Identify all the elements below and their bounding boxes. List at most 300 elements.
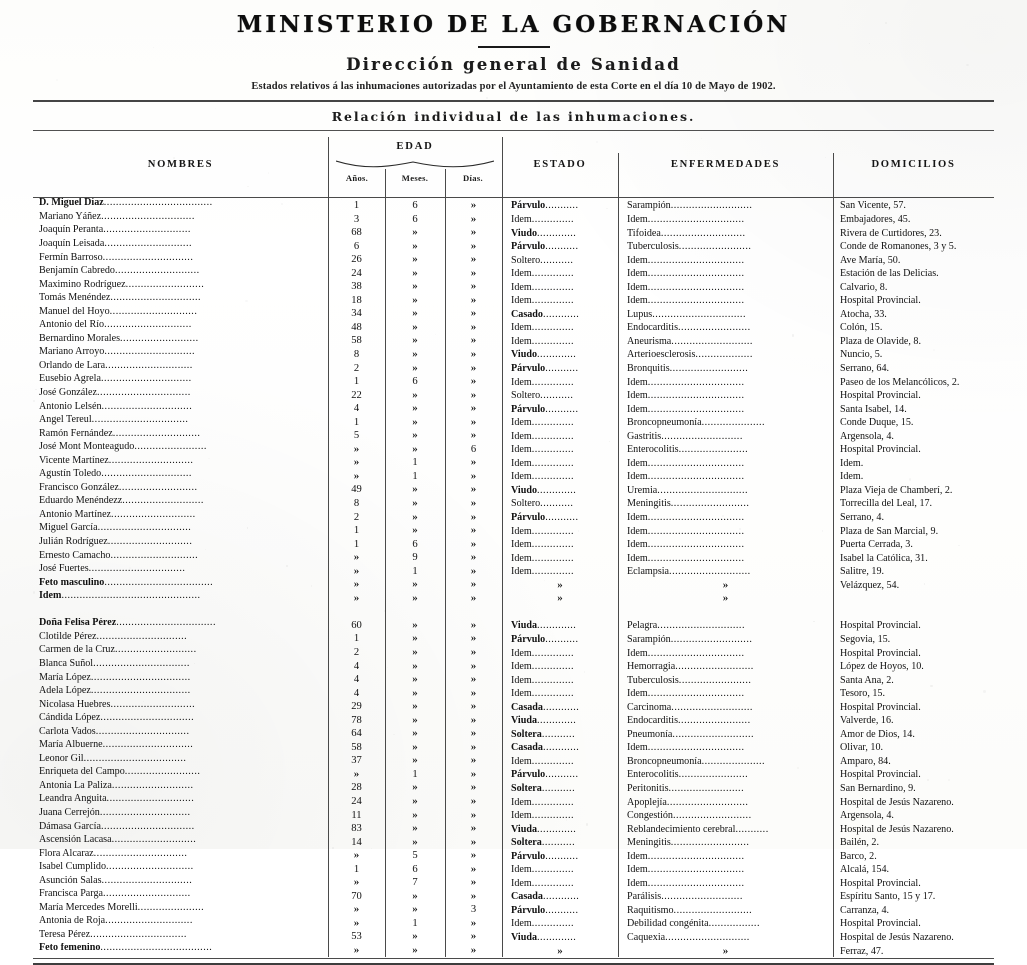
cell-enfermedad: Idem................................ [627,742,745,754]
cell-anos: 1 [353,376,360,388]
cell-domicilio: Idem. [840,457,864,469]
cell-meses: » [412,618,418,631]
cell-nombre: Fermín Barroso.............................. [39,252,194,263]
cell-meses: » [412,659,418,672]
table-row [33,902,994,916]
cell-estado: Idem.............. [511,295,575,307]
table-row [33,252,994,266]
cell-estado: Viuda............. [511,931,577,943]
cell-dias: » [470,537,477,550]
cell-dias: » [470,483,477,496]
column-header-nombres: NOMBRES [147,159,214,170]
cell-domicilio: Colón, 15. [840,322,883,334]
table-row [33,632,994,646]
cell-nombre: Doña Felisa Pérez................................. [39,618,216,629]
cell-dias: » [470,767,477,780]
cell-nombre: Leandra Anguita............................. [39,794,195,805]
cell-enfermedad: Idem................................ [627,403,745,415]
cell-domicilio: Hospital de Jesús Nazareno. [840,823,954,835]
cell-dias: » [470,740,477,753]
table-row [33,266,994,280]
cell-anos: » [353,551,360,564]
cell-meses: » [412,713,418,726]
cell-nombre: Idem.............................................. [39,591,201,602]
table-row [33,388,994,402]
cell-meses: » [412,524,418,537]
table-row [33,482,994,496]
cell-enfermedad: Carcinoma........................... [627,701,753,713]
cell-anos: 1 [353,199,360,211]
cell-domicilio: Plaza de Olavide, 8. [840,335,922,347]
cell-domicilio: Conde Duque, 15. [840,417,914,429]
cell-estado: Idem.............. [511,281,575,293]
cell-meses: » [412,239,418,252]
cell-nombre: María Albuerne.............................. [39,740,194,751]
table-row [33,469,994,483]
table-row [33,821,994,835]
cell-estado: Idem.............. [511,755,575,767]
table-row [33,537,994,551]
cell-estado: Casada............ [511,891,580,903]
col-rule [618,153,619,197]
cell-domicilio: Hospital Provincial. [840,701,921,713]
cell-meses: » [412,700,418,713]
cell-enfermedad: Uremia.............................. [627,484,748,496]
cell-enfermedad: Idem................................ [627,457,745,469]
cell-enfermedad: Idem................................ [627,877,745,889]
cell-dias: » [470,700,477,713]
cell-enfermedad: Tifoidea............................ [627,227,746,239]
table-row [33,645,994,659]
cell-domicilio: Plaza Vieja de Chamberí, 2. [840,484,953,496]
cell-meses: » [412,808,418,821]
cell-enfermedad: Pelagra............................. [627,620,745,632]
cell-nombre: Miguel García............................... [39,523,192,534]
cell-domicilio: Ave María, 50. [840,254,901,266]
col-rule [502,198,503,957]
cell-estado: » [557,592,563,605]
cell-estado: Idem.............. [511,661,575,673]
cell-nombre: Vicente Martínez............................ [39,455,194,466]
cell-domicilio: Hospital Provincial. [840,918,921,930]
cell-anos: 78 [351,714,362,726]
cell-domicilio: Torrecilla del Leal, 17. [840,498,933,510]
cell-estado: Idem.............. [511,918,575,930]
table-row [33,523,994,537]
cell-estado: Idem.............. [511,335,575,347]
burial-register-table [33,198,994,957]
cell-dias: » [470,510,477,523]
cell-estado: Viudo............. [511,227,577,239]
cell-dias: » [470,198,477,211]
cell-meses: 1 [412,565,418,577]
cell-domicilio: Conde de Romanones, 3 y 5. [840,241,957,253]
table-row [33,672,994,686]
table-row [33,591,994,605]
cell-meses: » [412,253,418,266]
cell-meses: 1 [412,917,418,929]
cell-domicilio: Velázquez, 54. [840,579,900,591]
cell-nombre: Antonio del Río............................. [39,320,192,331]
table-row [33,781,994,795]
cell-estado: Idem.............. [511,430,575,442]
table-row [33,496,994,510]
cell-nombre: Mariano Yáñez............................... [39,211,195,222]
cell-nombre: Asunción Salas.............................. [39,875,193,886]
cell-estado: Casada............ [511,742,580,754]
cell-domicilio: Plaza de San Marcial, 9. [840,525,939,537]
cell-dias: » [470,226,477,239]
col-rule [385,198,386,957]
cell-enfermedad: Idem................................ [627,376,745,388]
cell-dias: » [470,375,477,388]
table-row [33,618,994,632]
cell-anos: 70 [351,890,362,902]
cell-meses: 6 [412,213,418,225]
col-rule [445,169,446,197]
cell-estado: Idem.............. [511,552,575,564]
cell-dias: » [470,280,477,293]
cell-dias: » [470,754,477,767]
column-header-estado: ESTADO [533,159,587,170]
column-header-enfermedades: ENFERMEDADES [670,159,781,170]
table-row [33,808,994,822]
cell-dias: » [470,239,477,252]
table-row [33,889,994,903]
masthead-rule [33,100,994,102]
cell-enfermedad: Idem................................ [627,295,745,307]
cell-enfermedad: Apoplejía........................... [627,796,749,808]
cell-enfermedad: Parálisis........................... [627,891,743,903]
cell-enfermedad: Pneumonía........................... [627,728,755,740]
cell-nombre: Antonia La Paliza........................... [39,780,194,791]
cell-anos: 28 [351,782,362,794]
cell-nombre: Leonor Gil.................................. [39,753,187,764]
table-row [33,862,994,876]
cell-nombre: Maximino Rodríguez.......................... [39,279,205,290]
col-rule [833,198,834,957]
cell-nombre: Carlota Vados............................... [39,726,190,737]
cell-dias: » [470,686,477,699]
cell-domicilio: Calvario, 8. [840,281,888,293]
cell-anos: 4 [353,403,360,415]
cell-estado: Casado............ [511,308,580,320]
cell-anos: 60 [351,619,362,631]
cell-dias: » [470,564,477,577]
cell-nombre: Francisco González.......................... [39,482,198,493]
cell-meses: » [412,483,418,496]
cell-estado: Idem.............. [511,457,575,469]
col-rule [833,153,834,197]
cell-anos: 1 [353,633,360,645]
cell-nombre: Ernesto Camacho............................. [39,550,199,561]
cell-anos: » [353,876,360,889]
cell-nombre: José Mont Monteagudo........................ [39,442,207,453]
cell-meses: 5 [412,850,418,862]
cell-domicilio: Estación de las Delicias. [840,268,939,280]
cell-enfermedad: Lupus............................... [627,308,746,320]
cell-nombre: Isabel Cumplido............................. [39,862,194,873]
masthead [33,0,994,92]
cell-domicilio: Atocha, 33. [840,308,887,320]
cell-meses: » [412,903,418,916]
cell-meses: » [412,754,418,767]
cell-anos: 53 [351,931,362,943]
cell-dias: » [470,429,477,442]
cell-meses: » [412,334,418,347]
table-row [33,347,994,361]
cell-domicilio: Tesoro, 15. [840,688,885,700]
table-row [33,225,994,239]
cell-domicilio: Idem. [840,471,864,483]
table-row [33,306,994,320]
table-row [33,564,994,578]
table-row [33,212,994,226]
cell-domicilio: Hospital Provincial. [840,620,921,632]
cell-dias: » [470,889,477,902]
cell-estado: Idem.............. [511,376,575,388]
cell-nombre: José Fuertes................................ [39,564,186,575]
cell-domicilio [833,591,994,605]
cell-anos: 8 [353,348,360,360]
cell-dias: » [470,415,477,428]
cell-dias: » [470,253,477,266]
cell-dias: » [470,673,477,686]
cell-anos: 4 [353,687,360,699]
cell-meses: » [412,740,418,753]
table-bottom-rule [33,958,994,959]
cell-anos: 2 [353,511,360,523]
cell-anos: 2 [353,647,360,658]
cell-anos: 1 [353,863,360,875]
ministry-title: MINISTERIO DE LA GOBERNACIÓN [236,11,791,38]
cell-dias: » [470,266,477,279]
edad-subcolumns [328,173,502,183]
cell-estado: Soltero........... [511,254,574,266]
cell-enfermedad: Idem................................ [627,864,745,876]
cell-estado: Idem.............. [511,471,575,483]
cell-dias: » [470,713,477,726]
cell-enfermedad: Idem................................ [627,512,745,524]
cell-anos: » [353,578,360,591]
cell-meses: » [412,781,418,794]
cell-nombre: Tomás Menéndez.............................. [39,293,202,304]
table-row [33,279,994,293]
cell-anos: 6 [353,240,360,252]
cell-enfermedad: Arterioesclerosis................... [627,349,753,361]
cell-nombre: Joaquín Peranta............................. [39,225,191,236]
cell-estado: » [557,944,563,957]
cell-nombre: María Mercedes Morelli...................... [39,902,205,913]
cell-meses: » [412,293,418,306]
cell-dias: » [470,618,477,631]
cell-nombre: María López................................. [39,672,191,683]
cell-estado: Soltera........... [511,782,576,794]
cell-anos: 1 [353,538,360,550]
cell-nombre: Antonia de Roja............................. [39,916,193,927]
cell-dias: » [470,646,477,658]
cell-anos: » [353,591,360,604]
cell-domicilio: Paseo de los Melancólicos, 2. [840,376,960,388]
cell-estado: » [557,578,563,591]
cell-nombre: Juana Cerrejón.............................. [39,807,191,818]
cell-domicilio: Salitre, 19. [840,566,885,578]
cell-meses: 9 [412,552,418,564]
dateline: Estados relativos á las inhumaciones autorizadas por el Ayuntamiento de esta Corte en el día 10 de Mayo de 1902. [251,81,776,92]
cell-domicilio: San Vicente, 57. [840,200,906,212]
table-row [33,753,994,767]
cell-estado: Párvulo........... [511,512,579,524]
cell-dias: » [470,456,477,469]
cell-anos: 18 [351,294,362,306]
cell-domicilio: Serrano, 4. [840,512,885,524]
col-rule [618,198,619,957]
table-row [33,835,994,849]
cell-dias: » [470,916,477,929]
cell-enfermedad: Idem................................ [627,552,745,564]
cell-enfermedad: Endocarditis........................ [627,322,751,334]
cell-nombre: Blanca Suñol................................ [39,658,190,669]
cell-dias: » [470,212,477,225]
cell-meses: » [412,835,418,848]
table-row [33,333,994,347]
table-row [33,374,994,388]
table-row [33,320,994,334]
cell-anos: 1 [353,525,360,537]
cell-enfermedad: Tuberculosis........................ [627,241,752,253]
cell-domicilio: Amparo, 84. [840,755,891,767]
table-row [33,848,994,862]
cell-domicilio: Hospital Provincial. [840,444,921,456]
cell-estado: Idem.............. [511,566,575,578]
cell-dias: » [470,591,477,604]
cell-nombre: Feto femenino..................................... [39,943,213,954]
cell-domicilio: Puerta Cerrada, 3. [840,539,913,551]
cell-estado: Párvulo........... [511,769,579,781]
cell-enfermedad: Idem................................ [627,214,745,225]
cell-nombre: Antonio Martínez............................ [39,509,196,520]
cell-meses: » [412,673,418,686]
cell-domicilio: San Bernardino, 9. [840,782,916,794]
cell-domicilio: Santa Isabel, 14. [840,403,907,415]
cell-dias: » [470,876,477,889]
cell-dias: 6 [470,443,477,455]
cell-meses: » [412,361,418,374]
cell-nombre: Eusebio Agrela.............................. [39,374,192,385]
cell-dias: » [470,347,477,360]
cell-domicilio: Santa Ana, 2. [840,674,894,686]
cell-enfermedad: Idem................................ [627,850,745,862]
cell-domicilio: Hospital de Jesús Nazareno. [840,931,954,943]
cell-enfermedad: Idem................................ [627,525,745,537]
cell-nombre: Flora Alcaraz............................... [39,848,188,859]
cell-dias: » [470,388,477,401]
cell-anos: 4 [353,674,360,686]
cell-meses: » [412,591,418,604]
cell-nombre: Feto masculino.................................... [39,577,214,588]
cell-enfermedad: Congestión.......................... [627,810,752,822]
column-header-edad: EDAD [396,141,434,152]
cell-dias: » [470,469,477,482]
cell-nombre: Ramón Fernández............................. [39,428,201,439]
cell-meses: 1 [412,457,418,469]
table-row [33,361,994,375]
cell-domicilio: Segovia, 15. [840,633,891,645]
table-row [33,767,994,781]
cell-meses: » [412,632,418,645]
table-row [33,510,994,524]
table-header [33,131,994,197]
cell-anos: 14 [351,836,362,848]
cell-anos: » [353,564,360,577]
col-rule [328,198,329,957]
cell-estado: Idem.............. [511,322,575,334]
cell-nombre: D. Miguel Díaz.................................... [39,198,213,209]
table-body-host [33,198,994,957]
cell-domicilio: Espíritu Santo, 15 y 17. [840,891,936,903]
cell-dias: » [470,795,477,808]
table-row [33,442,994,456]
cell-estado: Idem.............. [511,674,575,686]
department-title: Dirección general de Sanidad [346,55,681,74]
cell-dias: » [470,402,477,415]
cell-estado: Viudo............. [511,484,577,496]
cell-nombre: Angel Tereul................................ [39,415,189,426]
cell-dias: » [470,808,477,821]
cell-domicilio: Argensola, 4. [840,810,894,822]
cell-estado: Idem.............. [511,214,575,225]
cell-estado: Viudo............. [511,349,577,361]
table-row [33,930,994,944]
cell-dias: » [470,334,477,347]
cell-enfermedad: Idem................................ [627,390,745,402]
cell-nombre: Ascensión Lacasa............................ [39,835,197,846]
cell-domicilio: Rivera de Curtidores, 23. [840,227,942,239]
cell-enfermedad: Enterocolitis....................... [627,769,749,781]
cell-enfermedad: Caquexia............................ [627,931,750,943]
cell-estado: Párvulo........... [511,633,579,645]
cell-meses: » [412,320,418,333]
cell-meses: 7 [412,877,418,889]
cell-enfermedad: Gastritis........................... [627,430,743,442]
cell-anos: 4 [353,660,360,672]
cell-enfermedad: » [722,578,729,591]
cell-meses: » [412,496,418,509]
cell-domicilio: Hospital Provincial. [840,769,921,781]
cell-nombre: Teresa Pérez................................ [39,929,187,940]
cell-enfermedad: Peritonitis......................... [627,782,745,794]
cell-nombre: Dámasa García............................... [39,821,195,832]
cell-dias: 3 [470,904,477,916]
cell-meses: » [412,402,418,415]
table-row [33,740,994,754]
cell-meses: » [412,930,418,943]
col-rule [502,137,503,197]
cell-nombre: Carmen de la Cruz........................... [39,645,197,656]
cell-meses: » [412,307,418,320]
cell-domicilio: Hospital Provincial. [840,295,921,307]
cell-domicilio: Embajadores, 45. [840,214,911,225]
cell-dias: » [470,293,477,306]
cell-enfermedad: Aneurisma........................... [627,335,753,347]
cell-estado: Idem.............. [511,268,575,280]
table-row [33,428,994,442]
cell-anos: 3 [353,213,360,225]
cell-estado: Casada............ [511,701,580,713]
cell-nombre: Enriqueta del Campo......................... [39,767,201,778]
cell-anos: 34 [351,308,362,320]
cell-enfermedad: Sarampión........................... [627,633,753,645]
